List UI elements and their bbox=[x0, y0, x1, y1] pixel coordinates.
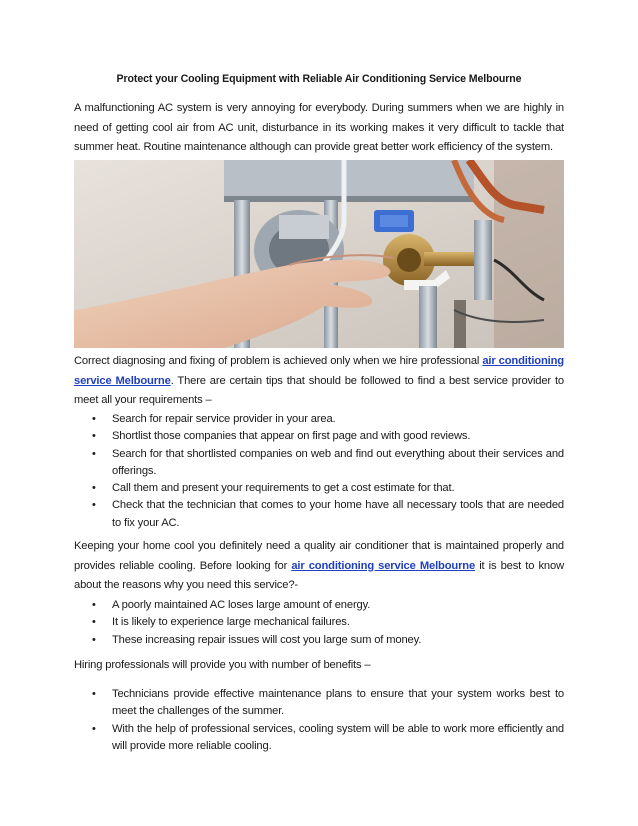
bullet-icon: • bbox=[92, 413, 96, 425]
diagnosis-paragraph: Correct diagnosing and fixing of problem is achieved only when we hire professional air conditioning service Melbourne. There are certain tips that should be followed to find a best service provider to meet all your requirements – bbox=[74, 355, 564, 406]
bullet-icon: • bbox=[92, 599, 96, 611]
list-item: • These increasing repair issues will cost you large sum of money. bbox=[74, 632, 564, 649]
bullet-icon: • bbox=[92, 447, 96, 460]
ac-repair-photo bbox=[74, 160, 564, 348]
bullet-icon: • bbox=[92, 482, 96, 495]
ac-service-link-1[interactable]: air conditioning service Melbourne bbox=[74, 355, 564, 387]
list-item: • With the help of professional services, cooling system will be able to work more efficiently and will provide more reliable cooling. bbox=[92, 722, 564, 752]
keeping-cool-paragraph: Keeping your home cool you definitely need a quality air conditioner that is maintained properly and provides reliable cooling. Before looking for air conditioning service Melbourne it is best to know about the reasons why you need this service?- bbox=[74, 540, 564, 591]
bullet-icon: • bbox=[92, 633, 96, 646]
document-title: Protect your Cooling Equipment with Reliable Air Conditioning Service Melbourne bbox=[116, 73, 522, 85]
bullet-icon: • bbox=[92, 722, 96, 735]
bullet-icon: • bbox=[92, 688, 96, 700]
list-item: • Call them and present your requirements to get a cost estimate for that. bbox=[74, 480, 564, 497]
ac-service-link-2[interactable]: air conditioning service Melbourne bbox=[291, 559, 476, 572]
list-item: • Check that the technician that comes to your home have all necessary tools that are needed to fix your AC. bbox=[92, 499, 564, 529]
bullet-icon: • bbox=[92, 499, 96, 512]
list-item: • It is likely to experience large mechanical failures. bbox=[74, 614, 564, 631]
benefits-list bbox=[74, 686, 564, 755]
bullet-icon: • bbox=[92, 430, 96, 443]
list-item: • Search for that shortlisted companies on web and find out everything about their services and offerings. bbox=[92, 447, 564, 477]
benefits-intro-paragraph: Hiring professionals will provide you with number of benefits – bbox=[74, 659, 371, 671]
list-item: • Shortlist those companies that appear on first page and with good reviews. bbox=[74, 428, 564, 445]
bullet-icon: • bbox=[92, 616, 96, 629]
intro-paragraph: A malfunctioning AC system is very annoying for everybody. During summers when we are highly in need of getting cool air from AC unit, disturbance in its working makes it very difficult to tackle that summer heat. Routine maintenance although can provide great better work efficiency of the system. bbox=[74, 102, 564, 153]
list-item: • Technicians provide effective maintenance plans to ensure that your system works best to meet the challenges of the summer. bbox=[92, 688, 564, 718]
list-item: • Search for repair service provider in your area. bbox=[74, 411, 564, 428]
reasons-list bbox=[74, 597, 564, 649]
tips-list bbox=[74, 411, 564, 532]
list-item: • A poorly maintained AC loses large amount of energy. bbox=[74, 597, 564, 614]
